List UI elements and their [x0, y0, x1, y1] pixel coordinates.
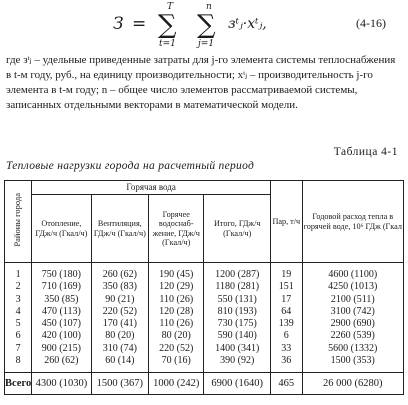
- cell-total: 550 (131): [204, 294, 271, 306]
- cell-total: 810 (193): [204, 306, 271, 318]
- cell-district: 3: [5, 294, 32, 306]
- cell-hot-supply: 70 (16): [149, 355, 204, 373]
- cell-heating: 710 (169): [32, 281, 91, 293]
- cell-district: 6: [5, 330, 32, 342]
- cell-heating: 750 (180): [32, 263, 91, 282]
- cell-hot-supply: 120 (29): [149, 281, 204, 293]
- cell-annual: 1500 (353): [302, 355, 403, 373]
- heat-loads-table: [4, 180, 404, 395]
- total-total: 6900 (1640): [204, 373, 271, 395]
- header-district-label: Районы города: [12, 193, 23, 248]
- cell-hot-supply: 220 (52): [149, 343, 204, 355]
- cell-annual: 3100 (742): [302, 306, 403, 318]
- table-total-row: [5, 373, 404, 395]
- cell-hot-supply: 120 (28): [149, 306, 204, 318]
- cell-annual: 5600 (1332): [302, 343, 403, 355]
- header-total: Итого, ГДж/ч (Гкал/ч): [204, 195, 271, 263]
- cell-total: 1180 (281): [204, 281, 271, 293]
- table-row: [5, 318, 404, 330]
- table-number: Таблица 4-1: [333, 146, 398, 158]
- table-row: [5, 343, 404, 355]
- cell-heating: 470 (113): [32, 306, 91, 318]
- header-ventilation: Вентиляция, ГДж/ч (Гкал/ч): [91, 195, 149, 263]
- cell-hot-supply: 110 (26): [149, 318, 204, 330]
- cell-ventilation: 60 (14): [91, 355, 149, 373]
- cell-annual: 4600 (1100): [302, 263, 403, 282]
- cell-hot-supply: 80 (20): [149, 330, 204, 342]
- cell-annual: 2260 (539): [302, 330, 403, 342]
- cell-steam: 17: [271, 294, 302, 306]
- total-ventilation: 1500 (367): [91, 373, 149, 395]
- explanation-text: где зᵗⱼ – удельные приведенные затраты для j-го элемента системы теплоснабжения в t-м году, руб., на единицу производительности; xᵗⱼ – производительность j-го элемента в t-м году; n – общее число элементов рассматриваемой системы, записанных отдельными векторами в математической модели.: [6, 54, 396, 111]
- cell-ventilation: 350 (83): [91, 281, 149, 293]
- sum1-sigma: ∑: [158, 10, 177, 40]
- cell-steam: 33: [271, 343, 302, 355]
- cell-district: 4: [5, 306, 32, 318]
- header-steam: Пар, т/ч: [271, 181, 302, 263]
- cell-district: 1: [5, 263, 32, 282]
- cell-ventilation: 220 (52): [91, 306, 149, 318]
- cell-heating: 350 (85): [32, 294, 91, 306]
- cell-steam: 6: [271, 330, 302, 342]
- cell-ventilation: 170 (41): [91, 318, 149, 330]
- sum2-upper-limit: n: [206, 2, 212, 12]
- total-steam: 465: [271, 373, 302, 395]
- cell-steam: 64: [271, 306, 302, 318]
- formula-lhs: З: [113, 14, 124, 34]
- cell-total: 590 (140): [204, 330, 271, 342]
- cell-steam: 139: [271, 318, 302, 330]
- table-row: [5, 306, 404, 318]
- cell-total: 730 (175): [204, 318, 271, 330]
- formula-equals: =: [132, 14, 147, 34]
- header-district: [5, 181, 32, 263]
- cell-district: 2: [5, 281, 32, 293]
- total-label: Всего: [5, 373, 32, 395]
- total-hot-supply: 1000 (242): [149, 373, 204, 395]
- sum2-sigma: ∑: [197, 10, 216, 40]
- table-row: [5, 330, 404, 342]
- formula-number: (4-16): [356, 16, 386, 30]
- header-hot-supply: Горячее водоснаб- жение, ГДж/ч (Гкал/ч): [149, 195, 204, 263]
- cell-steam: 19: [271, 263, 302, 282]
- cell-hot-supply: 190 (45): [149, 263, 204, 282]
- formula-4-16: [0, 2, 408, 48]
- table-row: [5, 281, 404, 293]
- cell-annual: 2900 (690): [302, 318, 403, 330]
- cell-total: 390 (92): [204, 355, 271, 373]
- cell-heating: 420 (100): [32, 330, 91, 342]
- table-caption: Тепловые нагрузки города на расчетный период: [6, 160, 255, 172]
- cell-district: 7: [5, 343, 32, 355]
- total-heating: 4300 (1030): [32, 373, 91, 395]
- total-annual: 26 000 (6280): [302, 373, 403, 395]
- cell-annual: 2100 (511): [302, 294, 403, 306]
- cell-steam: 36: [271, 355, 302, 373]
- cell-ventilation: 310 (74): [91, 343, 149, 355]
- cell-steam: 151: [271, 281, 302, 293]
- header-annual: Годовой расход тепла в горячей воде, 10⁶ ГДж (Гкал: [302, 181, 403, 263]
- formula-term: зᵗⱼ·xᵗⱼ,: [228, 16, 267, 32]
- sum1-upper-limit: T: [167, 2, 174, 12]
- cell-total: 1200 (287): [204, 263, 271, 282]
- table-row: [5, 263, 404, 282]
- header-heating: Отопление, ГДж/ч (Гкал/ч): [32, 195, 91, 263]
- sum2-lower-limit: j=1: [198, 39, 215, 49]
- cell-heating: 450 (107): [32, 318, 91, 330]
- cell-heating: 260 (62): [32, 355, 91, 373]
- cell-annual: 4250 (1013): [302, 281, 403, 293]
- cell-district: 8: [5, 355, 32, 373]
- cell-hot-supply: 110 (26): [149, 294, 204, 306]
- cell-heating: 900 (215): [32, 343, 91, 355]
- cell-total: 1400 (341): [204, 343, 271, 355]
- cell-ventilation: 90 (21): [91, 294, 149, 306]
- header-hot-water-group: Горячая вода: [32, 181, 271, 195]
- explanation-paragraph: [6, 53, 398, 113]
- cell-ventilation: 260 (62): [91, 263, 149, 282]
- table-row: [5, 294, 404, 306]
- cell-ventilation: 80 (20): [91, 330, 149, 342]
- table-row: [5, 355, 404, 373]
- sum1-lower-limit: t=1: [159, 39, 176, 49]
- cell-district: 5: [5, 318, 32, 330]
